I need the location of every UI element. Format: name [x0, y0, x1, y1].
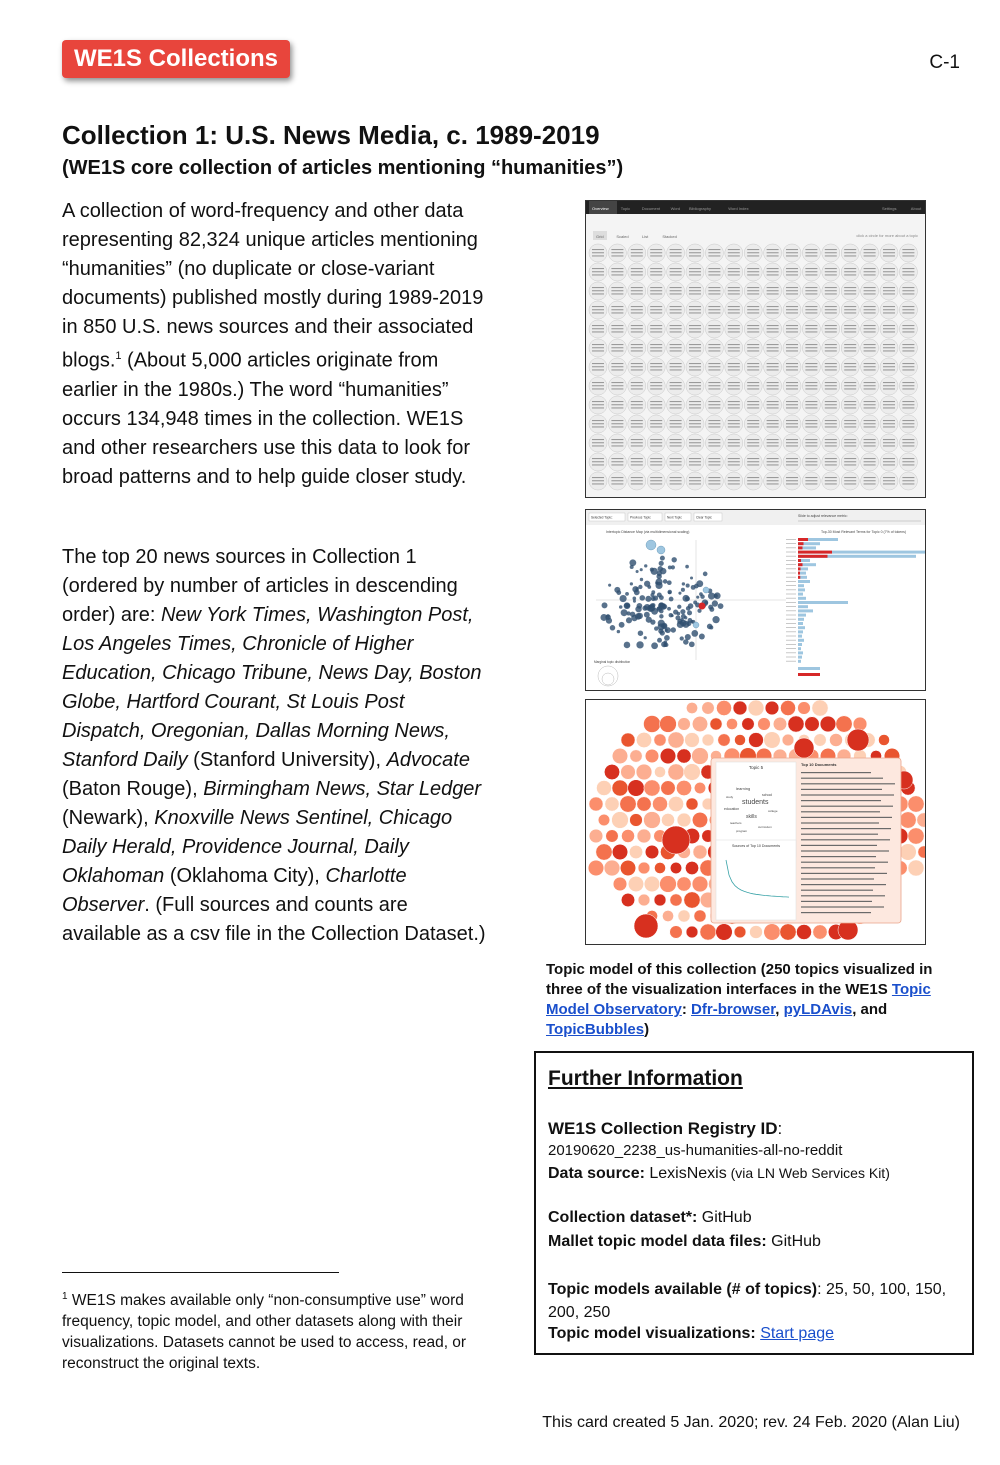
registry-label: WE1S Collection Registry ID: — [548, 1119, 783, 1138]
page-subtitle: (WE1S core collection of articles mentioning “humanities”) — [62, 157, 624, 179]
dfr-tab: Topic — [620, 206, 631, 211]
dfr-subtab: Grid — [596, 234, 604, 239]
lda-slider-label: Slide to adjust relevance metric: — [798, 514, 848, 518]
dfr-tab: Word — [670, 206, 681, 211]
dfr-tab: Bibliography — [689, 206, 712, 211]
mallet-data-files: Mallet topic model data files: GitHub — [548, 1233, 821, 1250]
sources-paragraph: The top 20 news sources in Collection 1 (ordered by number of articles in descending order) are: New York Times, Washington Post, Los Angeles Times, Chronicle of Higher Education, Chicago Tribune, News Day, Boston Globe, Hartford Courant, St Louis Post Dispatch, Oregonian, Dallas Morning News, Stanford Daily (Stanford University), Advocate (Baton Rouge), Birmingham News, Star Ledger (Newark), Knoxville News Sentinel, Chicago Daily Herald, Providence Journal, Daily Oklahoman (Oklahoma City), Charlotte Observer. (Full sources and counts are available as a csv file in the Collection Dataset.) — [62, 546, 486, 945]
bubbles-word: teachers — [730, 821, 742, 825]
figure-caption: Topic model of this collection (250 topics visualized in three of the visualization interfaces in the WE1S Topic Model Observatory: Dfr-browser, pyLDAvis, and TopicBubbles) — [546, 961, 933, 1038]
lda-map-title: Intertopic Distance Map (via multidimensional scaling) — [606, 530, 690, 534]
bubbles-docs-title: Top 10 Documents — [801, 762, 837, 767]
card-number: C-1 — [929, 52, 960, 73]
bubbles-word: education — [724, 807, 740, 811]
dfr-tab: Document — [641, 206, 661, 211]
data-source: Data source: LexisNexis (via LN Web Services Kit) — [548, 1165, 890, 1182]
info-heading: Further Information — [548, 1067, 743, 1090]
dfr-tab: Settings — [882, 206, 897, 211]
dfr-browser-screenshot — [585, 200, 926, 498]
footnote: $^1$ WE1S makes available only “non-consumptive use” word frequency, topic model, and other datasets along with their visualizations. Datasets cannot be used to access, read, or reconstruct the original texts. — [62, 1291, 467, 1373]
dfr-browser-image — [586, 201, 925, 497]
dfr-subtab: Stacked — [662, 234, 677, 239]
topicbubbles-screenshot — [585, 699, 926, 945]
dfr-tab: About — [910, 206, 922, 211]
topicbubbles-link[interactable]: TopicBubbles — [546, 1021, 645, 1038]
start-page-link[interactable]: Start page — [760, 1325, 835, 1342]
bubbles-word: skills — [746, 814, 757, 820]
dfr-browser-link[interactable]: Dfr-browser — [691, 1001, 776, 1018]
collection-badge: WE1S Collections — [62, 40, 290, 78]
lda-marginal-label: Marginal topic distribution — [594, 660, 631, 664]
bubbles-word: program — [736, 829, 748, 833]
registry-id: 20190620_2238_us-humanities-all-no-reddit — [548, 1142, 843, 1159]
dfr-tab: Word Index — [728, 206, 749, 211]
card-credit: This card created 5 Jan. 2020; rev. 24 Feb. 2020 (Alan Liu) — [542, 1414, 960, 1431]
bubbles-word: learning — [736, 786, 751, 791]
pyldavis-image — [586, 510, 925, 690]
intro-paragraph: A collection of word-frequency and other data representing 82,324 unique articles mentioning “humanities” (no duplicate or close-variant documents) published mostly during 1989-2019 in 850 U.S. news sources and their associated blogs.$^1$ (About 5,000 articles originate from earlier in the 1980s.) The word “humanities” occurs 134,948 times in the collection. WE1S and other researchers use this data to look for broad patterns and to help guide closer study. — [62, 200, 484, 488]
lda-button: Selected Topic: — [591, 515, 613, 520]
bubbles-chart-title: Sources of Top 10 Documents — [731, 844, 781, 848]
topic-models-available: Topic models available (# of topics): 25, 50, 100, 150, 200, 250 — [548, 1281, 947, 1321]
footnote-ref[interactable]: 1 — [115, 350, 122, 362]
bubbles-word: school — [762, 793, 773, 797]
lda-button: Next Topic — [667, 515, 682, 520]
topicbubbles-image — [586, 700, 925, 944]
bubbles-word: study — [726, 795, 734, 799]
lda-bar-title: Top-30 Most Relevant Terms for Topic 0 (7% of tokens) — [821, 530, 907, 534]
page-title: Collection 1: U.S. News Media, c. 1989-2019 — [62, 120, 600, 150]
further-information-box — [534, 1051, 974, 1355]
topic-model-visualizations: Topic model visualizations: Start page — [548, 1325, 835, 1342]
dfr-subtab: Scaled — [616, 234, 629, 239]
dfr-tab: Overview — [592, 206, 609, 211]
bubbles-word: college — [768, 809, 778, 813]
topic-model-observatory-link[interactable]: Topic Model Observatory — [546, 981, 931, 1018]
lda-button: Clear Topic — [696, 515, 712, 520]
bubbles-word: students — [742, 799, 769, 806]
pyldavis-screenshot — [585, 509, 926, 691]
collection-dataset: Collection dataset*: GitHub — [548, 1209, 752, 1226]
dfr-subtab: List — [642, 234, 649, 239]
lda-button: Previous Topic — [630, 515, 651, 520]
footnote-divider — [62, 1272, 339, 1273]
pyldavis-link[interactable]: pyLDAvis — [783, 1001, 853, 1018]
bubbles-card-title: Topic 5 — [748, 765, 764, 770]
bubbles-word: curriculum — [758, 825, 772, 829]
dfr-hint: click a circle for more about a topic — [856, 233, 918, 238]
